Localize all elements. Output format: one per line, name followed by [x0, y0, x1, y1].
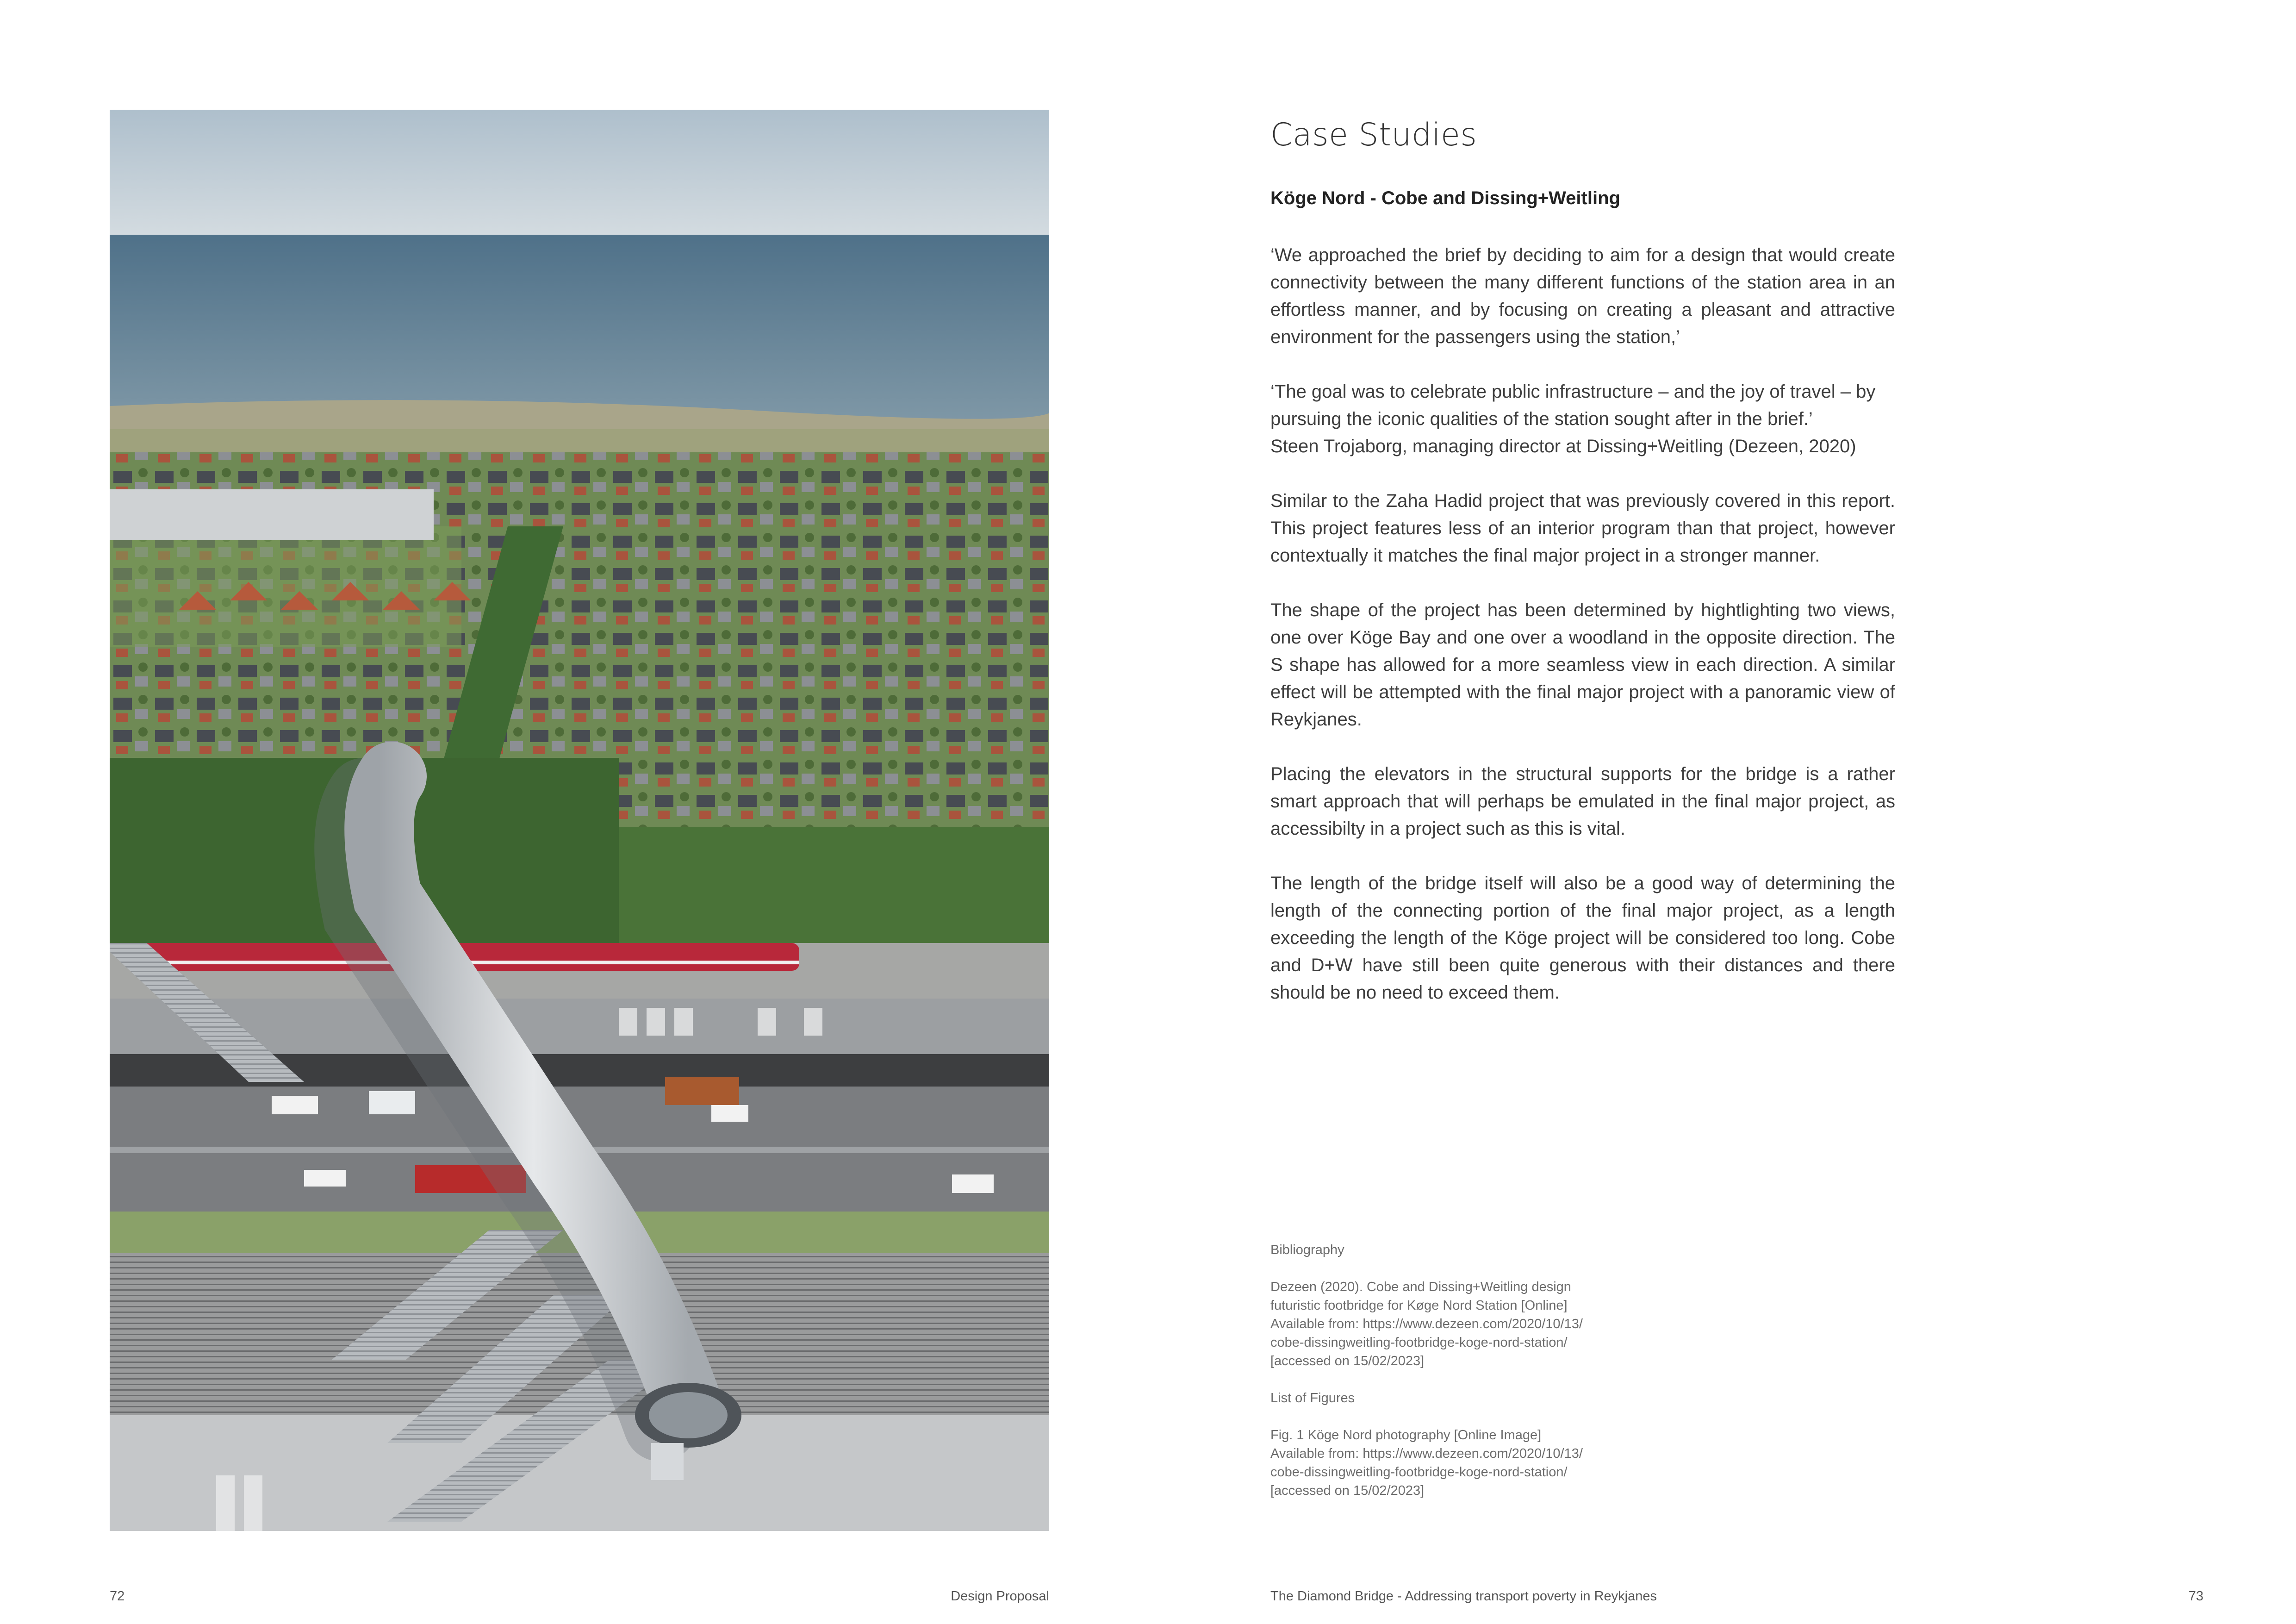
left-page-number: 72 — [110, 1589, 125, 1604]
quote-paragraph-2 — [1270, 378, 1895, 460]
case-study-body — [1270, 242, 1895, 1034]
figure-url: Available from: https://www.dezeen.com/2020/10/13/ — [1270, 1446, 1583, 1461]
bibliography-accessed: [accessed on 15/02/2023] — [1270, 1354, 1425, 1368]
quote-2-text: ‘The goal was to celebrate public infrastructure – and the joy of travel – by pursuing the iconic qualities of the station sought after in the brief.’ — [1270, 381, 1876, 429]
bibliography-entry — [1270, 1278, 1687, 1370]
body-paragraph-4: The length of the bridge itself will also be a good way of determining the length of the connecting portion of the final major project, as a length exceeding the length of the Köge project will be considered too long. Cobe and D+W have still been quite generous with their distances and there should be no need to exceed them. — [1270, 873, 1895, 1003]
aerial-photo-koge-nord — [110, 110, 1049, 1531]
bibliography-line: futuristic footbridge for Køge Nord Station [Online] — [1270, 1298, 1568, 1313]
bibliography-line: Dezeen (2020). Cobe and Dissing+Weitling design — [1270, 1280, 1571, 1294]
figure-url: cobe-dissingweitling-footbridge-koge-nord-station/ — [1270, 1465, 1568, 1480]
figure-entry — [1270, 1426, 1687, 1500]
right-page-number: 73 — [2188, 1589, 2203, 1604]
body-paragraph-3: Placing the elevators in the structural supports for the bridge is a rather smart approach that will perhaps be emulated in the final major project, as accessibilty in a project such as this is vital. — [1270, 764, 1895, 839]
body-paragraph-2: The shape of the project has been determined by hightlighting two views, one over Köge Bay and one over a woodland in the opposite direction. The S shape has allowed for a more seamless view in each direction. A similar effect will be attempted with the final major project with a panoramic view of Reykjanes. — [1270, 600, 1895, 730]
page-title: Case Studies — [1270, 117, 1477, 153]
bibliography-heading: Bibliography — [1270, 1243, 1344, 1257]
bibliography-url: cobe-dissingweitling-footbridge-koge-nord-station/ — [1270, 1335, 1568, 1350]
quote-2-attribution: Steen Trojaborg, managing director at Dissing+Weitling (Dezeen, 2020) — [1270, 436, 1856, 456]
quote-paragraph-1: ‘We approached the brief by deciding to aim for a design that would create connectivity between the many different functions of the station area in an effortless manner, and by focusing on creating a pleasant and attractive environment for the passengers using the station,’ — [1270, 245, 1895, 347]
figures-heading: List of Figures — [1270, 1391, 1355, 1405]
right-running-title: The Diamond Bridge - Addressing transport poverty in Reykjanes — [1270, 1589, 1657, 1604]
figure-accessed: [accessed on 15/02/2023] — [1270, 1483, 1425, 1498]
left-section-label: Design Proposal — [951, 1589, 1049, 1604]
bibliography-url: Available from: https://www.dezeen.com/2020/10/13/ — [1270, 1317, 1583, 1331]
references-section — [1270, 1241, 1687, 1518]
figure-caption: Fig. 1 Köge Nord photography [Online Image] — [1270, 1428, 1542, 1443]
case-study-subtitle: Köge Nord - Cobe and Dissing+Weitling — [1270, 188, 1620, 208]
aerial-photo-illustration — [110, 110, 1049, 1531]
body-paragraph-1: Similar to the Zaha Hadid project that was previously covered in this report. This project features less of an interior program than that project, however contextually it matches the final major project in a stronger manner. — [1270, 491, 1895, 566]
